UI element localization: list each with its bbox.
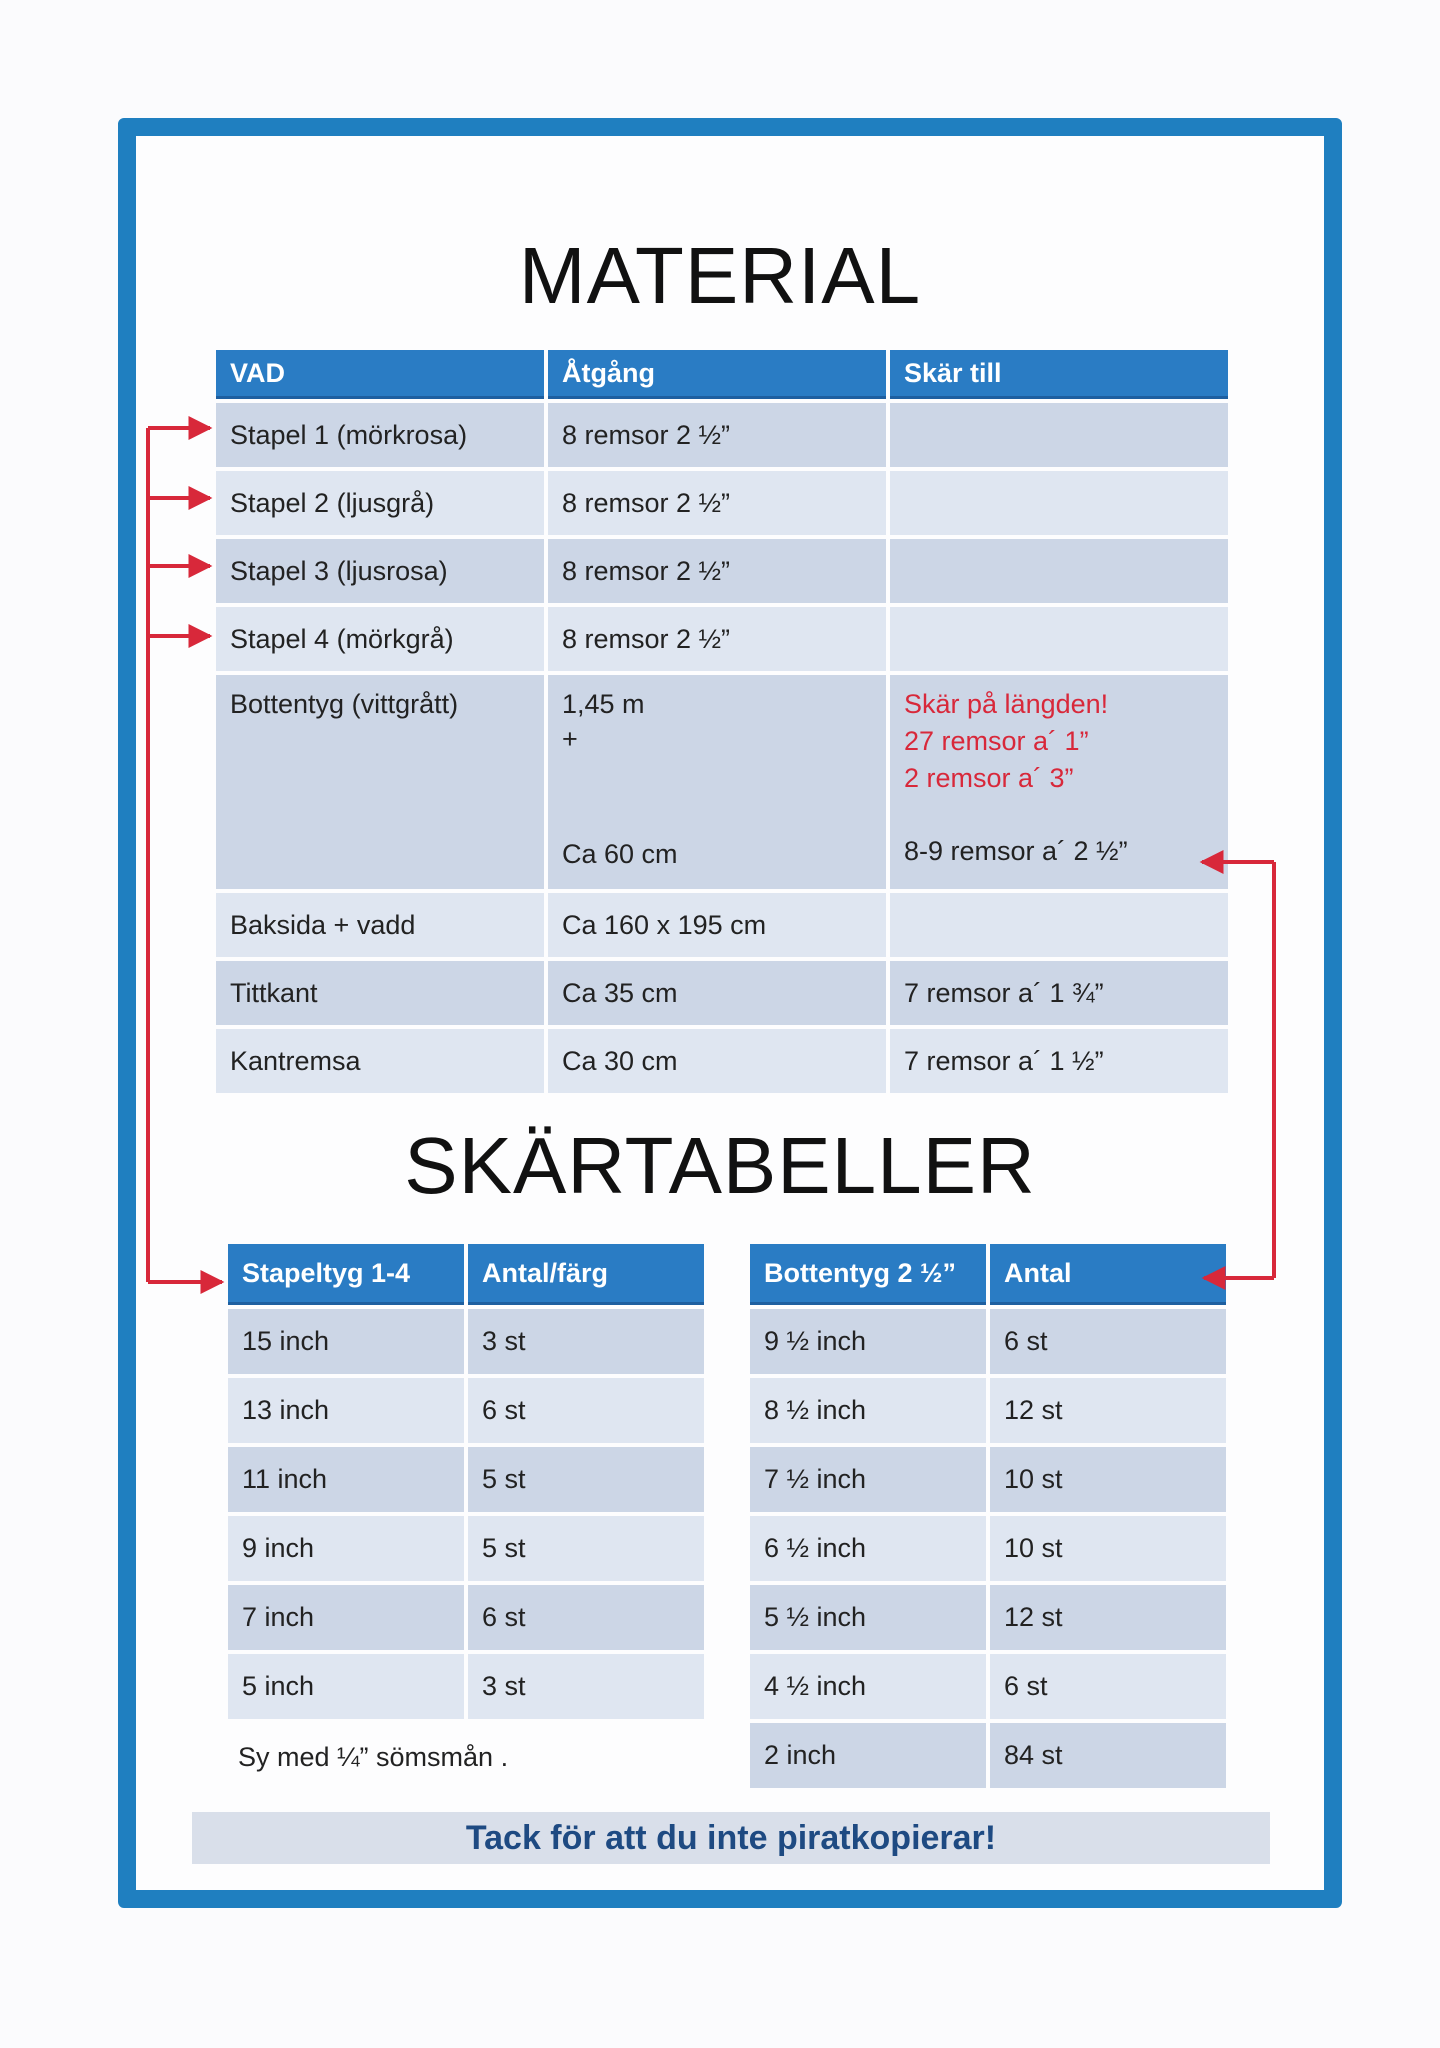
cell-vad: Stapel 4 (mörkgrå) <box>216 607 544 671</box>
cell-count: 6 st <box>990 1654 1226 1719</box>
skartabeller-title: SKÄRTABELLER <box>404 1121 1036 1210</box>
cell-vad: Stapel 1 (mörkrosa) <box>216 403 544 467</box>
atgang-line-1: 1,45 m <box>562 689 645 719</box>
cell-size: 13 inch <box>228 1378 464 1443</box>
cell-count: 84 st <box>990 1723 1226 1788</box>
cell-skar: 7 remsor a´ 1 ½” <box>890 1029 1228 1093</box>
header-skar-till: Skär till <box>890 350 1228 399</box>
material-title: MATERIAL <box>518 231 922 320</box>
cell-atgang: 8 remsor 2 ½” <box>548 607 886 671</box>
cell-count: 5 st <box>468 1516 704 1581</box>
cell-atgang: Ca 160 x 195 cm <box>548 893 886 957</box>
atgang-line-3: Ca 60 cm <box>562 839 678 869</box>
cell-vad: Stapel 3 (ljusrosa) <box>216 539 544 603</box>
cell-atgang: 8 remsor 2 ½” <box>548 471 886 535</box>
cell-size: 2 inch <box>750 1723 986 1788</box>
cell-atgang: Ca 35 cm <box>548 961 886 1025</box>
cell-count: 10 st <box>990 1516 1226 1581</box>
skar-note-red-1: Skär på längden! <box>904 689 1109 719</box>
cell-size: 4 ½ inch <box>750 1654 986 1719</box>
header-antal-farg: Antal/färg <box>468 1244 704 1305</box>
cell-count: 6 st <box>990 1309 1226 1374</box>
skar-note-red-2: 27 remsor a´ 1” <box>904 726 1089 756</box>
cell-size: 9 inch <box>228 1516 464 1581</box>
cell-count: 3 st <box>468 1654 704 1719</box>
cell-atgang: 8 remsor 2 ½” <box>548 403 886 467</box>
cell-atgang: 8 remsor 2 ½” <box>548 539 886 603</box>
cell-size: 7 ½ inch <box>750 1447 986 1512</box>
header-bottentyg: Bottentyg 2 ½” <box>750 1244 986 1305</box>
cell-count: 5 st <box>468 1447 704 1512</box>
cell-count: 12 st <box>990 1585 1226 1650</box>
cell-count: 12 st <box>990 1378 1226 1443</box>
seam-allowance-note: Sy med ¼” sömsmån . <box>238 1742 509 1772</box>
cell-count: 3 st <box>468 1309 704 1374</box>
cell-size: 11 inch <box>228 1447 464 1512</box>
cell-vad: Bottentyg (vittgrått) <box>216 675 544 889</box>
header-atgang: Åtgång <box>548 350 886 399</box>
header-stapeltyg: Stapeltyg 1-4 <box>228 1244 464 1305</box>
cell-skar: 7 remsor a´ 1 ¾” <box>890 961 1228 1025</box>
cell-size: 5 inch <box>228 1654 464 1719</box>
cell-atgang: Ca 30 cm <box>548 1029 886 1093</box>
cell-size: 7 inch <box>228 1585 464 1650</box>
cell-vad: Kantremsa <box>216 1029 544 1093</box>
atgang-line-2: + <box>562 724 578 754</box>
skar-note-4: 8-9 remsor a´ 2 ½” <box>904 836 1128 866</box>
cell-size: 15 inch <box>228 1309 464 1374</box>
header-antal: Antal <box>990 1244 1226 1305</box>
cell-size: 5 ½ inch <box>750 1585 986 1650</box>
cell-size: 6 ½ inch <box>750 1516 986 1581</box>
cell-count: 6 st <box>468 1378 704 1443</box>
cell-size: 8 ½ inch <box>750 1378 986 1443</box>
cell-count: 10 st <box>990 1447 1226 1512</box>
cell-count: 6 st <box>468 1585 704 1650</box>
header-vad: VAD <box>216 350 544 399</box>
cell-vad: Stapel 2 (ljusgrå) <box>216 471 544 535</box>
cell-size: 9 ½ inch <box>750 1309 986 1374</box>
footer-text: Tack för att du inte piratkopierar! <box>465 1819 997 1857</box>
skar-note-red-3: 2 remsor a´ 3” <box>904 763 1074 793</box>
cell-vad: Baksida + vadd <box>216 893 544 957</box>
cell-vad: Tittkant <box>216 961 544 1025</box>
